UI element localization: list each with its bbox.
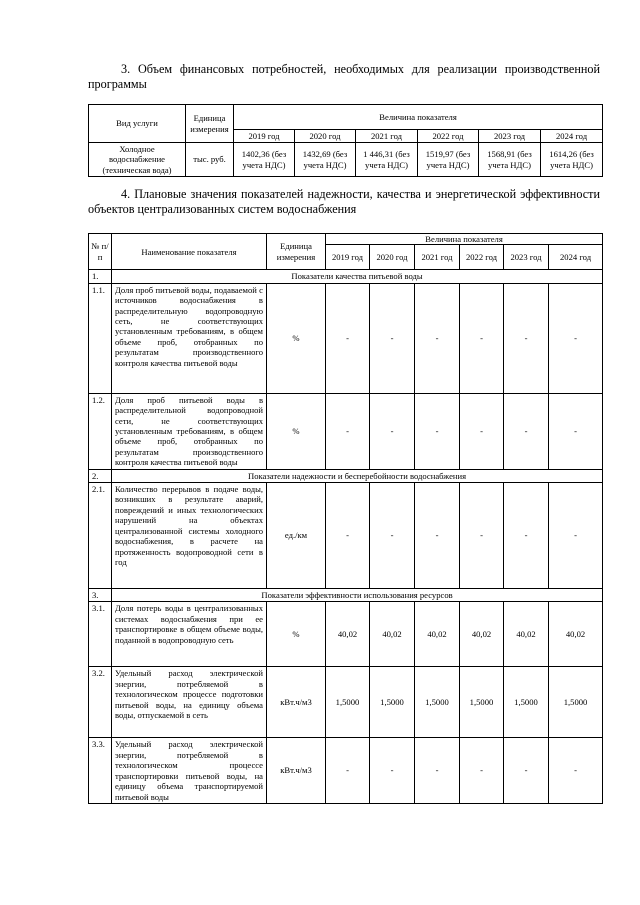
indicator-name: Доля потерь воды в централизованных системах водоснабжения при ее транспортировке в общем объеме воды, поданной в водопроводную сеть	[112, 602, 267, 667]
unit-cell: тыс. руб.	[186, 143, 234, 177]
indicator-value: -	[504, 738, 549, 803]
indicator-value: -	[504, 483, 549, 589]
indicator-value: -	[370, 283, 415, 393]
value-cell: 1519,97 (без учета НДС)	[418, 143, 479, 177]
year-2023: 2023 год	[479, 130, 541, 143]
year-2022: 2022 год	[418, 130, 479, 143]
year-2021: 2021 год	[415, 245, 460, 270]
indicator-value: 40,02	[326, 602, 370, 667]
indicator-row	[89, 667, 603, 738]
year-2019: 2019 год	[234, 130, 295, 143]
section-title: Показатели надежности и бесперебойности водоснабжения	[112, 469, 603, 482]
header-service: Вид услуги	[89, 105, 186, 143]
indicator-value: 1,5000	[326, 667, 370, 738]
section-title: Показатели качества питьевой воды	[112, 270, 603, 283]
row-number: 3.2.	[89, 667, 112, 738]
indicator-value: 40,02	[460, 602, 504, 667]
indicator-row	[89, 483, 603, 589]
indicator-unit: кВт.ч/м3	[267, 667, 326, 738]
indicator-value: -	[370, 483, 415, 589]
indicators-table	[88, 233, 603, 804]
indicator-value: -	[415, 738, 460, 803]
indicator-value: -	[415, 483, 460, 589]
value-cell: 1402,36 (без учета НДС)	[234, 143, 295, 177]
financial-needs-table	[88, 104, 603, 177]
row-number: 1.1.	[89, 283, 112, 393]
section-row	[89, 589, 603, 602]
indicator-value: -	[504, 283, 549, 393]
indicator-value: 1,5000	[549, 667, 603, 738]
row-number: 2.	[89, 469, 112, 482]
indicator-row	[89, 738, 603, 803]
indicator-value: -	[326, 283, 370, 393]
indicator-value: -	[460, 483, 504, 589]
indicator-value: 1,5000	[370, 667, 415, 738]
row-number: 3.1.	[89, 602, 112, 667]
year-2021: 2021 год	[356, 130, 418, 143]
header-unit: Единица измерения	[186, 105, 234, 143]
indicator-row	[89, 602, 603, 667]
indicator-unit: %	[267, 602, 326, 667]
indicator-row	[89, 283, 603, 393]
indicator-value: -	[370, 393, 415, 469]
indicator-name: Удельный расход электрической энергии, потребляемой в технологическом процессе транспортировки питьевой воды, на единицу объема транспортируемой питьевой воды	[112, 738, 267, 803]
year-2019: 2019 год	[326, 245, 370, 270]
row-number: 1.2.	[89, 393, 112, 469]
indicator-value: -	[549, 283, 603, 393]
indicator-value: -	[415, 283, 460, 393]
indicator-name: Удельный расход электрической энергии, потребляемой в технологическом процессе подготовки питьевой воды, на единицу объема воды, отпускаемой в сеть	[112, 667, 267, 738]
indicator-value: -	[460, 283, 504, 393]
indicator-value: -	[326, 483, 370, 589]
indicator-name: Доля проб питьевой воды в распределительной водопроводной сети, не соответствующих установленным требованиям, в общем объеме проб, отобранных по результатам производственного контроля качества питьевой воды	[112, 393, 267, 469]
indicator-value: 40,02	[549, 602, 603, 667]
indicator-value: -	[549, 738, 603, 803]
indicator-unit: %	[267, 283, 326, 393]
value-cell: 1614,26 (без учета НДС)	[541, 143, 603, 177]
indicator-value: -	[460, 738, 504, 803]
indicator-value: 1,5000	[504, 667, 549, 738]
value-cell: 1 446,31 (без учета НДС)	[356, 143, 418, 177]
year-2024: 2024 год	[549, 245, 603, 270]
header-value: Величина показателя	[326, 234, 603, 245]
row-number: 3.3.	[89, 738, 112, 803]
section4-heading: 4. Плановые значения показателей надежности, качества и энергетической эффективности объектов централизованных систем водоснабжения	[88, 187, 600, 216]
indicator-value: -	[549, 393, 603, 469]
value-cell: 1568,91 (без учета НДС)	[479, 143, 541, 177]
row-number: 3.	[89, 589, 112, 602]
section3-heading: 3. Объем финансовых потребностей, необходимых для реализации производственной программы	[88, 62, 600, 91]
indicator-unit: кВт.ч/м3	[267, 738, 326, 803]
header-unit: Единица измерения	[267, 234, 326, 270]
indicator-value: 40,02	[415, 602, 460, 667]
section-row	[89, 469, 603, 482]
row-number: 1.	[89, 270, 112, 283]
year-2022: 2022 год	[460, 245, 504, 270]
year-2024: 2024 год	[541, 130, 603, 143]
header-name: Наименование показателя	[112, 234, 267, 270]
indicator-value: -	[326, 393, 370, 469]
indicator-value: -	[370, 738, 415, 803]
indicator-value: 40,02	[370, 602, 415, 667]
indicator-value: 40,02	[504, 602, 549, 667]
header-num: № п/п	[89, 234, 112, 270]
service-cell: Холодное водоснабжение (техническая вода)	[89, 143, 186, 177]
indicator-value: -	[415, 393, 460, 469]
indicator-value: -	[326, 738, 370, 803]
indicator-value: -	[549, 483, 603, 589]
year-2020: 2020 год	[295, 130, 356, 143]
header-value: Величина показателя	[234, 105, 603, 130]
section-title: Показатели эффективности использования ресурсов	[112, 589, 603, 602]
indicator-unit: ед./км	[267, 483, 326, 589]
indicator-unit: %	[267, 393, 326, 469]
value-cell: 1432,69 (без учета НДС)	[295, 143, 356, 177]
indicator-row	[89, 393, 603, 469]
indicator-name: Доля проб питьевой воды, подаваемой с источников водоснабжения в распределительную водопроводную сеть, не соответствующих установленным требованиям, в общем объеме проб, отобранных по результатам производственного контроля качества питьевой воды	[112, 283, 267, 393]
indicator-name: Количество перерывов в подаче воды, возникших в результате аварий, повреждений и иных технологических нарушений на объектах централизованной системы холодного водоснабжения, в расчете на протяженность водопроводной сети в год	[112, 483, 267, 589]
section-row	[89, 270, 603, 283]
indicator-value: 1,5000	[460, 667, 504, 738]
year-2020: 2020 год	[370, 245, 415, 270]
indicator-value: -	[460, 393, 504, 469]
row-number: 2.1.	[89, 483, 112, 589]
indicator-value: 1,5000	[415, 667, 460, 738]
year-2023: 2023 год	[504, 245, 549, 270]
indicator-value: -	[504, 393, 549, 469]
